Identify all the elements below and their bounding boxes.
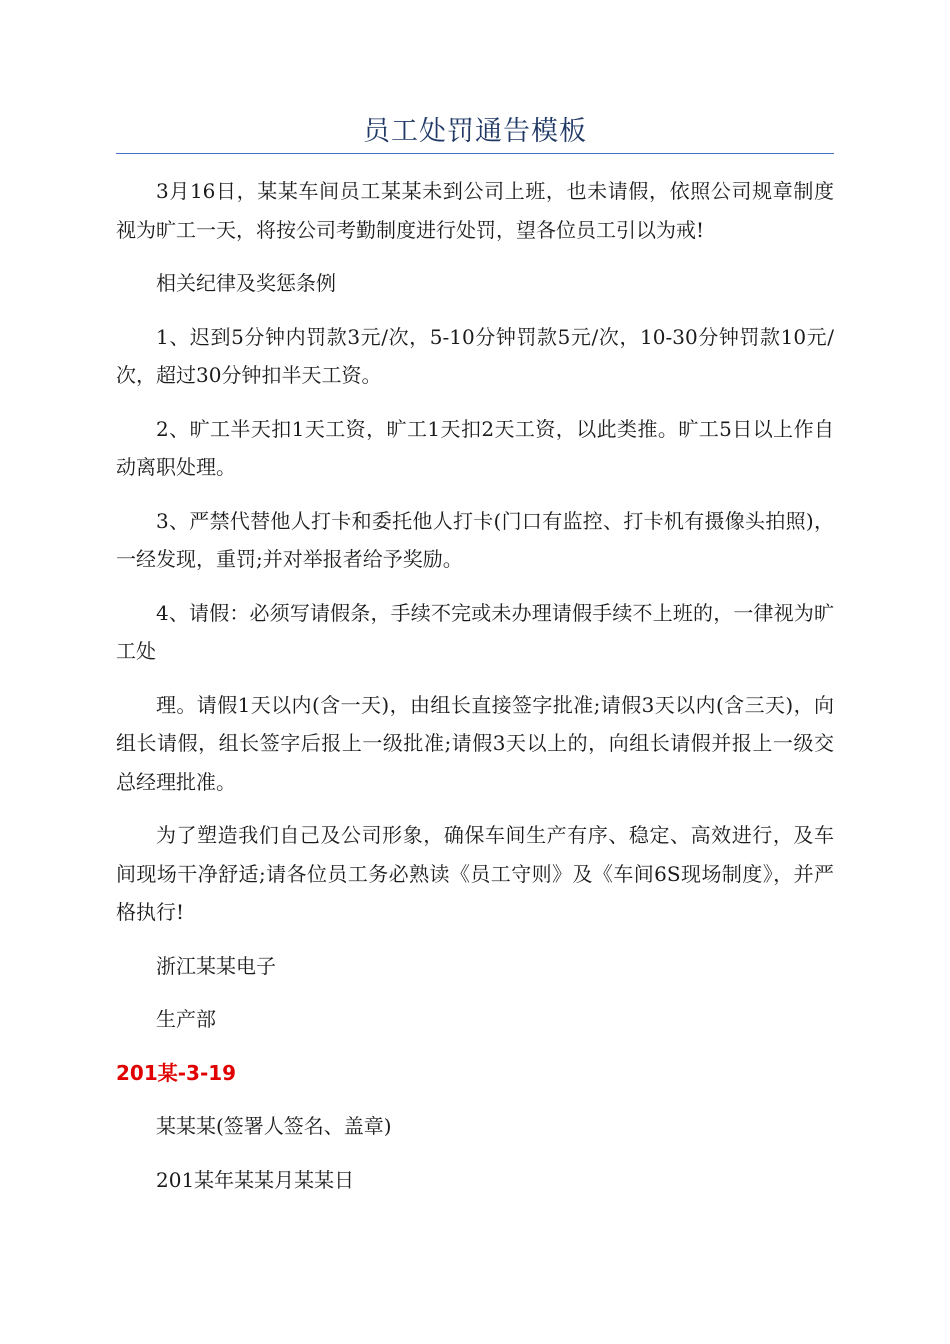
document-title: 员工处罚通告模板 xyxy=(363,116,587,147)
paragraph-rule-1: 1、迟到5分钟内罚款3元/次，5-10分钟罚款5元/次，10-30分钟罚款10元/次，超过30分钟扣半天工资。 xyxy=(116,324,834,387)
date-heading: 201某-3-19 xyxy=(116,1060,237,1085)
company-name: 浙江某某电子 xyxy=(156,953,276,978)
document-body xyxy=(116,172,834,1214)
paragraph-closing: 为了塑造我们自己及公司形象，确保车间生产有序、稳定、高效进行，及车间现场干净舒适;请各位员工务必熟读《员工守则》及《车间6S现场制度》，并严格执行! xyxy=(116,823,834,924)
paragraph-rule-4-continued: 理。请假1天以内(含一天)，由组长直接签字批准;请假3天以内(含三天)，向组长请假，组长签字后报上一级批准;请假3天以上的，向组长请假并报上一级交总经理批准。 xyxy=(116,692,834,794)
paragraph-rule-2: 2、旷工半天扣1天工资，旷工1天扣2天工资，以此类推。旷工5日以上作自动离职处理。 xyxy=(116,416,834,479)
date-line: 201某年某某月某某日 xyxy=(156,1167,355,1192)
signature-line: 某某某(签署人签名、盖章) xyxy=(156,1114,392,1138)
paragraph-rule-3: 3、严禁代替他人打卡和委托他人打卡(门口有监控、打卡机有摄像头拍照)，一经发现，重罚;并对举报者给予奖励。 xyxy=(116,508,834,571)
title-underline xyxy=(116,153,834,154)
paragraph-rules-heading: 相关纪律及奖惩条例 xyxy=(156,271,336,295)
department-name: 生产部 xyxy=(156,1007,216,1031)
paragraph-notice: 3月16日，某某车间员工某某未到公司上班，也未请假，依照公司规章制度视为旷工一天，将按公司考勤制度进行处罚，望各位员工引以为戒! xyxy=(116,179,834,242)
paragraph-rule-4: 4、请假：必须写请假条，手续不完或未办理请假手续不上班的，一律视为旷工处 xyxy=(116,600,834,663)
